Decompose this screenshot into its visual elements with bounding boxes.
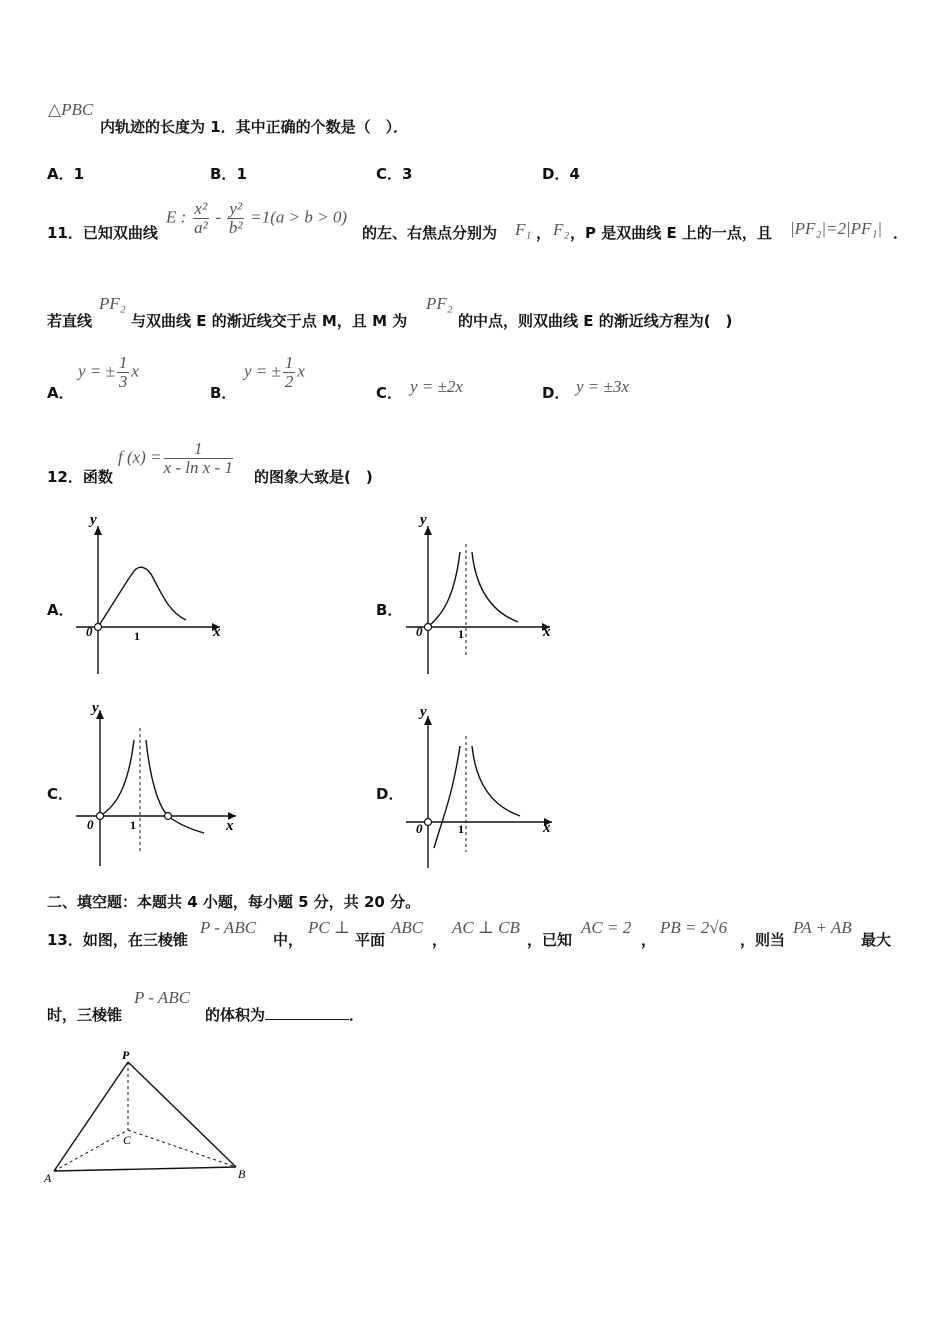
- q11-option-d-label: D．: [542, 384, 570, 402]
- answer-blank[interactable]: [265, 1005, 349, 1020]
- graph-c-label: C．: [47, 785, 74, 803]
- graph-c-right-branch: [146, 740, 204, 833]
- segment-pf2: PF₂: [426, 294, 453, 313]
- graph-d-x-label: x: [543, 820, 551, 836]
- graph-c-x-label: x: [226, 818, 234, 834]
- graph-a-curve: [98, 567, 186, 627]
- q13-sep3: ，: [641, 931, 657, 949]
- q13-zuida: 最大: [861, 931, 892, 949]
- q10-tail-text: 内轨迹的长度为 1．其中正确的个数是（ ）．: [100, 118, 409, 136]
- graph-b-y-label: y: [420, 512, 427, 528]
- q12-number: 12．函数: [47, 468, 113, 486]
- q11-line2-a: 若直线: [47, 312, 93, 330]
- q11-option-c-label: C．: [376, 384, 403, 402]
- vertex-p: P: [122, 1048, 130, 1062]
- graph-c-origin: 0: [87, 817, 94, 832]
- graph-d-y-label: y: [420, 704, 427, 720]
- graph-c-hole-origin: [97, 813, 104, 820]
- q13-pa-ab: PA + AB: [793, 918, 852, 937]
- q13-pingmian: 平面: [355, 931, 386, 949]
- vertex-a: A: [44, 1171, 52, 1185]
- graph-b-origin: 0: [416, 624, 423, 639]
- q11-option-b-expr: y = ± $\frac{1}{2}$ x: [244, 353, 305, 391]
- graph-b: [398, 512, 558, 682]
- graph-d: [398, 702, 558, 872]
- graph-d-tick: 1: [458, 822, 464, 836]
- edge-pb: [128, 1062, 236, 1167]
- q11-option-d-expr: y = ±3x: [576, 377, 629, 396]
- graph-a: [68, 512, 228, 682]
- q11-text-1: 的左、右焦点分别为: [362, 224, 498, 242]
- q13-sep2: ，已知: [527, 931, 573, 949]
- edge-pa: [54, 1062, 128, 1171]
- focus-f1: F₁: [515, 220, 532, 239]
- q13-ac-perp-cb: AC ⊥ CB: [452, 918, 520, 937]
- q13-number: 13．如图，在三棱锥: [47, 931, 188, 949]
- graph-c-hole-right: [165, 813, 172, 820]
- graph-a-origin: 0: [86, 624, 93, 639]
- graph-d-right-branch: [472, 746, 520, 816]
- q13-sep1: ，: [432, 931, 448, 949]
- vertex-b: B: [238, 1167, 246, 1181]
- q13-pyramid-2: P - ABC: [134, 988, 191, 1007]
- line-pf2: PF₂: [99, 294, 126, 313]
- graph-c-left-branch: [100, 740, 134, 816]
- q11-comma: ，: [536, 224, 552, 242]
- graph-d-label: D．: [376, 785, 404, 803]
- graph-a-label: A．: [47, 601, 74, 619]
- graph-c-tick: 1: [130, 818, 136, 832]
- q11-hyperbola-equation: E : $\frac{\text{x²}}{\text{a²}}$ - $\frac{\text{y²}}{\text{b²}}$ =1(a > b > 0): [166, 199, 348, 237]
- graph-d-origin: 0: [416, 821, 423, 836]
- graph-b-left-branch: [428, 552, 460, 627]
- graph-a-x-label: x: [213, 624, 221, 640]
- q11-option-a-label: A．: [47, 384, 74, 402]
- graph-d-left-branch: [434, 746, 460, 848]
- q10-option-d: D．4: [542, 165, 580, 183]
- graph-d-hole: [425, 819, 432, 826]
- q11-line2-c: 的中点，则双曲线 E 的渐近线方程为( ): [458, 312, 733, 330]
- q11-text-2: ，P 是双曲线 E 上的一点，且: [570, 224, 772, 242]
- graph-b-label: B．: [376, 601, 403, 619]
- graph-a-hole: [95, 624, 102, 631]
- graph-b-tick: 1: [458, 627, 464, 641]
- edge-ac: [54, 1130, 128, 1171]
- q13-pb-value: PB = 2√6: [660, 918, 728, 937]
- q10-option-b: B．1: [210, 165, 247, 183]
- q13-pc-perp: PC ⊥: [308, 918, 350, 937]
- vertex-c: C: [123, 1133, 132, 1147]
- focus-f2: F₂: [553, 220, 570, 239]
- q11-condition: |PF₂|=2|PF₁|: [790, 219, 883, 238]
- q13-line2-a: 时，三棱锥: [47, 1006, 123, 1024]
- edge-cb: [128, 1130, 236, 1167]
- graph-c-y-label: y: [92, 700, 99, 716]
- q11-number: 11．已知双曲线: [47, 224, 158, 242]
- graph-b-hole: [425, 624, 432, 631]
- q13-pyramid: P - ABC: [200, 918, 257, 937]
- q13-line2-b: 的体积为 ．: [205, 1006, 365, 1024]
- q10-option-c: C．3: [376, 165, 413, 183]
- q10-option-a: A．1: [47, 165, 85, 183]
- graph-b-right-branch: [472, 552, 518, 622]
- q11-option-a-expr: y = ± $\frac{1}{3}$ x: [78, 353, 139, 391]
- graph-a-y-label: y: [90, 512, 97, 528]
- q13-sep4: ，则当: [740, 931, 786, 949]
- q13-abc: ABC: [391, 918, 424, 937]
- q11-option-b-label: B．: [210, 384, 237, 402]
- pyramid-figure: [40, 1044, 260, 1189]
- section-title: 二、填空题：本题共 4 小题，每小题 5 分，共 20 分。: [47, 893, 421, 911]
- q11-period: ．: [893, 224, 909, 242]
- q11-option-c-expr: y = ±2x: [410, 377, 463, 396]
- q13-zhong: 中，: [273, 931, 304, 949]
- graph-a-tick: 1: [134, 629, 140, 643]
- graph-b-x-label: x: [543, 624, 551, 640]
- edge-ab: [54, 1167, 236, 1171]
- triangle-pbc: △PBC: [48, 100, 94, 119]
- q11-line2-b: 与双曲线 E 的渐近线交于点 M，且 M 为: [131, 312, 408, 330]
- q12-function: f (x) = $\frac{1}{\text{x - ln x - 1}}$: [118, 439, 233, 477]
- graph-c: [68, 698, 243, 870]
- q13-ac-value: AC = 2: [581, 918, 632, 937]
- q12-tail: 的图象大致是( ): [254, 468, 373, 486]
